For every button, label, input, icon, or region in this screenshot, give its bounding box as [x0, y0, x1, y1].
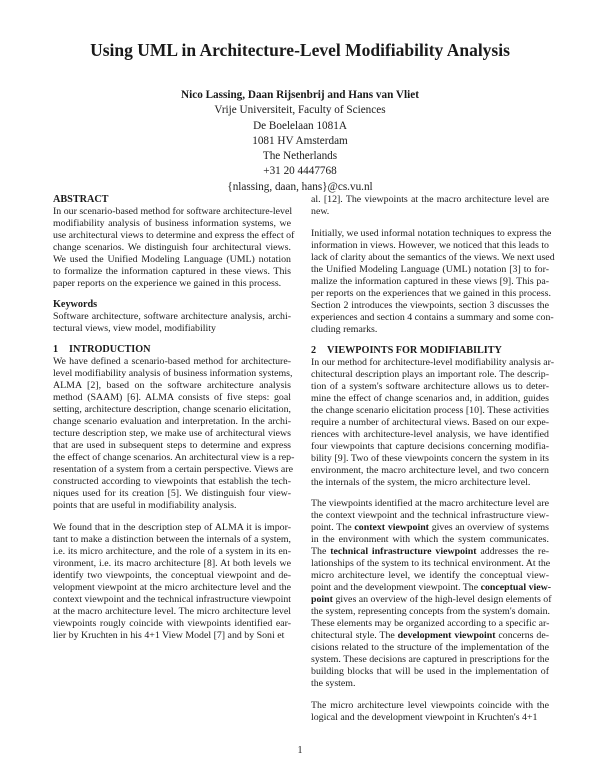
text-segment: gives an overview of systems — [428, 522, 549, 533]
text-line: the context viewpoint and the technical infrastructure view- — [311, 510, 549, 521]
text-line: tion of a system's software architecture allows us to deter- — [311, 380, 549, 392]
paragraph — [53, 206, 295, 290]
text-line: that are used in subsequent steps to determine and express — [53, 440, 291, 451]
section — [53, 194, 295, 290]
text-segment: gives an overview of the high-level design elements of — [332, 594, 552, 605]
text-line: bility [9]. Two of these viewpoints concern the system in its — [311, 452, 549, 464]
text-segment: point and the development viewpoint. The — [311, 582, 481, 593]
page-number: 1 — [297, 745, 303, 756]
bold-term: context viewpoint — [354, 522, 429, 533]
text-line: micro architecture level, we identify the conceptual view- — [311, 570, 549, 581]
text-line: paper reports on the experience we gained in this process. — [53, 278, 282, 289]
section-title: VIEWPOINTS FOR MODIFIABILITY — [327, 344, 502, 356]
text-line: system. These decisions are captured in prescriptions for the — [311, 654, 550, 665]
text-line: cisions related to the structure of the implementation of the — [311, 642, 549, 653]
text-line: to formalize the information captured in these views. This — [53, 266, 291, 277]
text-line: Initially, we used informal notation techniques to express the — [311, 227, 552, 239]
text-line: These elements may be organized according to a specific ar- — [311, 618, 550, 629]
affiliation: Vrije Universiteit, Faculty of Sciences — [214, 104, 386, 117]
text-line: logical and the development viewpoint in Kruchten's 4+1 — [311, 711, 538, 723]
text-line: We have defined a scenario-based method for architecture- — [53, 356, 291, 367]
bold-term: technical infrastructure viewpoint — [330, 546, 477, 557]
section-number: 2 — [311, 344, 317, 356]
text-line: in the environment with which the system communicates. — [311, 534, 549, 545]
text-line: environment, the macro architecture level, and two concern — [311, 464, 549, 476]
text-segment: chitectural style. The — [311, 630, 398, 641]
section — [53, 299, 291, 335]
text-segment: The — [311, 546, 331, 557]
text-line: lack of clarity about the semantics of the views. We next used — [311, 251, 555, 263]
section — [53, 344, 295, 642]
bold-term: development viewpoint — [397, 630, 496, 641]
text-line: method (SAAM) [6]. ALMA consists of five steps: goal — [53, 392, 291, 403]
text-line: ALMA [2], based on the software architecture analysis — [53, 380, 291, 391]
paper-title: Using UML in Architecture-Level Modifiability Analysis — [90, 40, 510, 60]
author-names: Nico Lassing, Daan Rijsenbrij and Hans van Vliet — [181, 89, 419, 101]
text-line: al. [12]. The viewpoints at the macro architecture level are — [311, 194, 549, 205]
text-line: identify two viewpoints, the conceptual viewpoint and de- — [53, 569, 291, 581]
text-line: per reports on the experiences that we gained in this process. — [311, 287, 551, 299]
section-title: Keywords — [53, 299, 98, 310]
text-line: the internals of the system, the micro architecture level. — [311, 476, 531, 488]
section-heading — [311, 345, 549, 357]
text-line: points that are useful in modifiability analysis. — [53, 500, 237, 511]
bold-term: point — [311, 594, 333, 605]
text-line: information in views. However, we noticed that this leads to — [311, 239, 549, 251]
text-line: Section 2 introduces the viewpoints, section 3 discusses the — [311, 299, 549, 311]
text-line — [311, 522, 549, 534]
text-line: four viewpoints that capture decisions concerning modifia- — [311, 440, 549, 452]
text-line: the system. — [311, 678, 356, 689]
section — [311, 344, 555, 724]
text-line: lationships of the system to its technical environment. At the — [311, 558, 551, 569]
text-line: riences with architecture-level analysis, we have identified — [311, 428, 549, 440]
text-line: Software architecture, software architecture analysis, archi- — [53, 311, 291, 322]
text-line: context viewpoint and the technical infrastructure viewpoint — [53, 593, 292, 605]
text-line: the Unified Modeling Language (UML) notation [3] to for- — [311, 263, 549, 275]
text-line — [311, 630, 549, 642]
author-block — [0, 88, 600, 195]
text-line: the change scenario elicitation process [10]. These activities — [311, 404, 549, 416]
text-line: constructed according to viewpoints that establish the tech- — [53, 476, 291, 487]
section-title: INTRODUCTION — [69, 344, 151, 355]
text-line: experiences and section 4 contains a summary and some con- — [311, 311, 554, 323]
left-column — [53, 194, 295, 651]
text-line: new. — [311, 206, 330, 217]
text-line: building blocks that will be used in the implementation of — [311, 666, 549, 677]
text-line: lier by Kruchten in his 4+1 View Model [7] and by Soni et — [53, 629, 285, 641]
section — [311, 194, 555, 336]
paragraph — [311, 227, 555, 336]
email: {nlassing, daan, hans}@cs.vu.nl — [227, 180, 373, 193]
text-line: velopment viewpoint at the micro architecture level and the — [53, 581, 291, 593]
section-heading — [53, 194, 291, 206]
text-line: chitectural description plays an important role. The descrip- — [311, 368, 549, 380]
street-address: De Boelelaan 1081A — [253, 119, 347, 132]
text-line: setting, architecture description, change scenario elicitation, — [53, 404, 291, 415]
text-line: the system, representing concepts from the system's domain. — [311, 606, 551, 617]
text-line: cluding remarks. — [311, 323, 378, 335]
paragraph — [53, 311, 291, 335]
paragraph — [311, 356, 555, 489]
paragraph — [53, 522, 291, 642]
text-line: level modifiability analysis of business information systems, — [53, 368, 293, 379]
section-number: 1 — [53, 344, 59, 355]
text-line: In our method for architecture-level modifiability analysis ar- — [311, 356, 555, 368]
text-line: tecture description step, we make use of architectural views — [53, 428, 291, 439]
text-segment: addresses the re- — [476, 546, 549, 557]
text-line: The viewpoints identified at the macro architecture level are — [311, 498, 549, 509]
city: 1081 HV Amsterdam — [252, 134, 348, 147]
text-line — [311, 594, 552, 606]
text-line: modifiability analysis of business information systems, we — [53, 218, 291, 229]
text-line — [311, 582, 552, 594]
text-line — [311, 546, 549, 558]
text-line: mine the effect of change scenarios and, in addition, guides — [311, 392, 549, 404]
paragraph — [53, 356, 295, 512]
text-line: niques used for its creation [5]. We distinguish four view- — [53, 488, 291, 499]
paragraph — [311, 194, 549, 218]
country: The Netherlands — [262, 150, 338, 163]
section-heading — [53, 299, 291, 311]
text-line: In our scenario-based method for software architecture-level — [53, 206, 293, 217]
paragraph — [311, 700, 549, 724]
text-line: i.e. its micro architecture, and the role of a system in its en- — [53, 545, 291, 557]
right-column — [311, 194, 555, 733]
text-line: vironment, i.e. its macro architecture [8]. At both levels we — [53, 557, 291, 569]
paragraph — [311, 498, 552, 690]
text-line: the effect of change scenarios. An architectural view is a rep- — [53, 452, 295, 463]
text-line: malize the information captured in these views [9]. This pa- — [311, 275, 549, 287]
text-segment: point. The — [311, 522, 355, 533]
text-line: We found that in the description step of ALMA it is impor- — [53, 521, 291, 533]
text-segment: concerns de- — [495, 630, 549, 641]
text-line: require a number of architectural views. Based on our expe- — [311, 416, 549, 428]
text-line: at the macro architecture level. The micro architecture level — [53, 605, 291, 617]
text-line: resentation of a system from a certain perspective. Views are — [53, 464, 293, 475]
bold-term: conceptual view- — [480, 582, 552, 593]
text-line: The micro architecture level viewpoints coincide with the — [311, 699, 549, 711]
text-line: use architectural views to determine and express the effect of — [53, 230, 295, 241]
phone: +31 20 4447768 — [263, 165, 337, 178]
text-line: tectural views, view model, modifiability — [53, 323, 216, 334]
text-line: tant to make a distinction between the internals of a system, — [53, 533, 291, 545]
text-line: change scenarios. We distinguish four architectural views. — [53, 242, 291, 253]
section-title: ABSTRACT — [53, 194, 109, 205]
section-heading — [53, 344, 291, 356]
text-line: change scenario evaluation and interpretation. In the archi- — [53, 416, 291, 427]
text-line: We used the Unified Modeling Language (UML) notation — [53, 254, 291, 265]
text-line: viewpoints rougly coincide with viewpoints identified ear- — [53, 617, 291, 629]
